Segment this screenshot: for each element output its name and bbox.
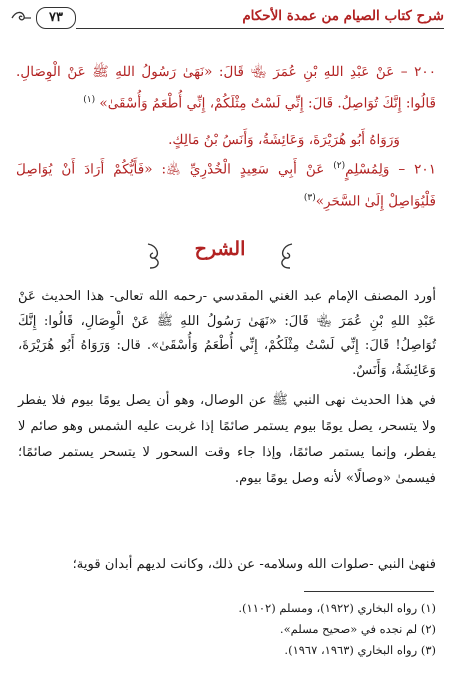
hadith-200-text: ٢٠٠ – عَنْ عَبْدِ اللهِ بْنِ عُمَرَ ﵄ قَالَ: «نَهَىٰ رَسُولُ اللهِ ﷺ عَنْ الْوِصَالِ. قَالُوا: إِنَّكَ تُوَاصِلُ. قَالَ: إِنِّي لَسْتُ مِثْلَكُمْ، إِنِّي أُطْعَمُ وَأُسْقَىٰ» [16, 64, 436, 112]
commentary-paragraph-3: فنهىٰ النبي -صلوات الله وسلامه- عن ذلك، وكانت لديهم أبدان قوية؛ [72, 557, 436, 572]
footnote-2: (٢) لم نجده في «صحيح مسلم». [279, 622, 436, 636]
section-title: الشرح [194, 238, 246, 260]
hadith-201-text: عَنْ أَبِي سَعِيدٍ الْخُدْرِيِّ ﵁: «فَأَيُّكُمْ أَرَادَ أَنْ يُوَاصِلَ فَلْيُوَاصِلْ إِلَىٰ السَّحَرِ» [16, 161, 436, 210]
header-rule [76, 28, 444, 29]
header-ornament-icon [10, 10, 32, 26]
hadith-201 [16, 152, 436, 215]
footnote-separator [304, 591, 434, 592]
page-number: ٧٣ [36, 7, 76, 29]
page-header [10, 6, 444, 32]
hadith-200-narrators: وَرَوَاهُ أَبُو هُرَيْرَةَ، وَعَائِشَةُ، وَأَنَسُ بْنُ مَالِكٍ. [168, 132, 400, 148]
footnote-1: (١) رواه البخاري (١٩٢٢)، ومسلم (١١٠٢). [238, 601, 436, 615]
commentary-paragraph-1: أورد المصنف الإمام عبد الغني المقدسي -رحمه الله تعالى- هذا الحديث عَنْ عَبْدِ اللهِ بْنِ عُمَرَ ﵄ قَالَ: «نَهَىٰ رَسُولُ اللهِ ﷺ عَنْ الْوِصَالِ، قَالُوا: إِنَّكَ تُوَاصِلُ! قَالَ: إِنِّي لَسْتُ مِثْلَكُمْ، إِنِّي أُطْعَمُ وَأُسْقَىٰ». قال: وَرَوَاهُ أَبُو هُرَيْرَةَ، وَعَائِشَةُ، وَأَنَسٌ. [18, 289, 436, 378]
footnote-ref-1: (١) [83, 95, 96, 105]
footnotes [80, 598, 436, 661]
footnote-3: (٣) رواه البخاري (١٩٦٣، ١٩٦٧). [284, 643, 436, 657]
hadith-200 [16, 58, 436, 118]
running-title: شرح كتاب الصيام من عمدة الأحكام [242, 8, 444, 24]
footnote-ref-2: (٢) [333, 161, 346, 171]
ornament-left-icon [144, 242, 166, 270]
commentary-paragraph-2: في هذا الحديث نهى النبي ﷺ عن الوصال، وهو أن يصل يومًا بيوم فلا يفطر ولا يتسحر، يصل يومًا بيوم يستمر صائمًا إذا غربت عليه الشمس وهو صائم لا يفطر، وإنما يستمر صائمًا، وإذا جاء وقت السحور لا يتسحر يستمر صائمًا؛ فيسمىٰ «وصالًا» لأنه وصل يومًا بيوم. [18, 393, 436, 486]
section-heading [150, 232, 290, 276]
footnote-ref-3: (٣) [303, 192, 316, 203]
hadith-201-intro: ٢٠١ – وَلِمُسْلِمٍ [345, 161, 437, 178]
